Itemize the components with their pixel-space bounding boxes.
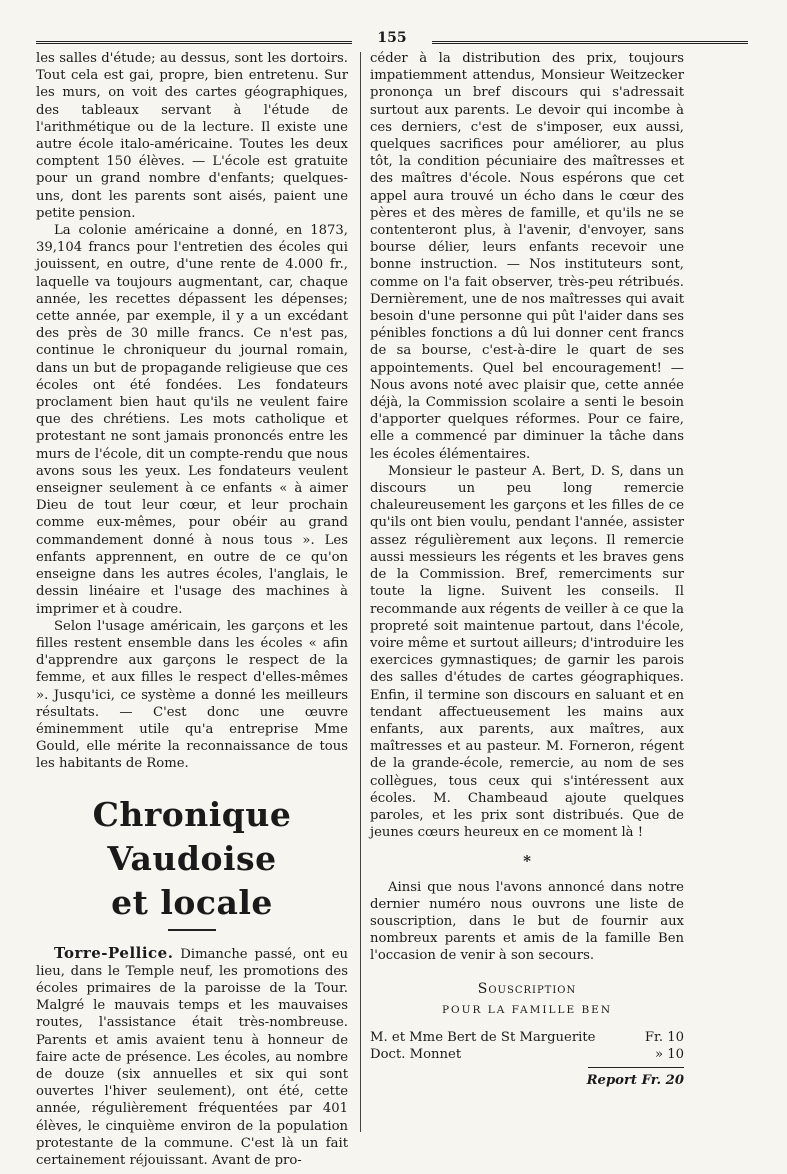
right-column [370, 50, 684, 1090]
paragraph: La colonie américaine a donné, en 1873, 39,104 francs pour l'entretien des écoles qui jouissent, en outre, d'une rente de 4.000 fr., laquelle va toujours augmentant, car, chaque année, les recettes dépassent les dépenses; cette année, par exemple, il y a un excédant des près de 30 mille francs. Ce n'est pas, continue le chroniqueur du journal romain, dans un but de propagande religieuse que ces écoles ont été fondées. Les fondateurs proclament bien haut qu'ils ne veulent faire que des chrétiens. Les mots catholique et protestant ne sont jamais prononcés entre les murs de l'école, dit un compte-rendu que nous avons sous les yeux. Les fondateurs veulent enseigner seulement à ce enfants « à aimer Dieu de tout leur cœur, et leur prochain comme eux-mêmes, pour obéir au grand commandement donné à nous tous ». Les enfants apprennent, en outre de ce qu'on enseigne dans les autres écoles, l'anglais, le dessin linéaire et l'usage des machines à imprimer et à coudre. [36, 223, 348, 617]
paragraph [36, 945, 348, 1170]
paragraph: Ainsi que nous l'avons annoncé dans notre dernier numéro nous ouvrons une liste de souscription, dans le but de fournir aux nombreux parents et amis de la famille Ben l'occasion de venir à son secours. [370, 879, 684, 964]
paragraph: céder à la distribution des prix, toujours impatiemment attendus, Monsieur Weitzecker prononça un bref discours qui s'adressait surtout aux parents. Le devoir qui incombe à ces derniers, c'est de s'imposer, eux aussi, quelques sacrifices pour améliorer, au plus tôt, la condition pécuniaire des maîtresses et des maîtres d'école. Nous espérons que cet appel aura trouvé un écho dans le cœur des pères et des mères de famille, et qu'ils ne se contenteront plus, à l'avenir, d'envoyer, sans bourse délier, leurs enfants recevoir une bonne instruction. — Nos instituteurs sont, comme on l'a fait observer, très-peu rétribués. Dernièrement, une de nos maîtresses qui avait besoin d'une personne qui pût l'aider dans ses pénibles fonctions a dû lui donner cent francs de sa bourse, c'est-à-dire le quart de ses appointements. Quel bel encouragement! — Nous avons noté avec plaisir que, cette année déjà, la Commission scolaire a senti le besoin d'apporter quelques réformes. Pour ce faire, elle a commencé par diminuer la tâche dans les écoles élémentaires. [370, 51, 684, 462]
report-rule [588, 1067, 684, 1068]
title-rule [168, 929, 216, 931]
report-total: Report Fr. 20 [586, 1073, 684, 1089]
paragraph-text: Dimanche passé, ont eu lieu, dans le Temple neuf, les promotions des écoles primaires de la paroisse de la Tour. Malgré le mauvais temps et les mauvaises routes, l'assistance était très-nombreuse. Parents et amis avaient tenu à honneur de faire acte de présence. Les écoles, au nombre de douze (six annuelles et six qui sont ouvertes l'hiver seulement), ont été, cette année, régulièrement fréquentées par 401 élèves, le cinquième environ de la population protestante de la commune. C'est là un fait certainement réjouissant. Avant de pro- [36, 946, 348, 1168]
section-title-line: Chronique Vaudoise [92, 794, 292, 878]
paragraph: Selon l'usage américain, les garçons et les filles restent ensemble dans les écoles « afin d'apprendre aux garçons le respect de la femme, et aux filles le respect d'elles-mêmes ». Jusqu'ici, ce système a donné les meilleurs résultats. — C'est donc une œuvre éminemment utile qu'a entreprise Mme Gould, elle mérite la reconnaissance de tous les habitants de Rome. [36, 618, 348, 772]
paragraph: les salles d'étude; au dessus, sont les dortoirs. Tout cela est gai, propre, bien entretenu. Sur les murs, on voit des cartes géographiques, des tableaux servant à l'étude de l'arithmétique ou de la lecture. Il existe une autre école italo-américaine. Toutes les deux comptent 150 élèves. — L'école est gratuite pour un grand nombre d'enfants; quelques-uns, dont les parents sont aisés, paient une petite pension. [36, 51, 348, 221]
paragraph: Monsieur le pasteur A. Bert, D. S, dans un discours un peu long remercie chaleureusement les garçons et les filles de ce qu'ils ont bien voulu, pendant l'année, assister assez régulièrement aux leçons. Il remercie aussi messieurs les régents et les braves gens de la Commission. Bref, remerciments sur toute la ligne. Suivent les conseils. Il recommande aux régents de veiller à ce que la propreté soit maintenue partout, dans l'école, voire même et surtout ailleurs; d'introduire les exercices gymnastiques; de garnir les parois des salles d'études de cartes géographiques. Enfin, il termine son discours en saluant et en tendant affectueusement les mains aux enfants, aux parents, aux maîtres, aux maîtresses et au pasteur. M. Forneron, régent de la grande-école, remercie, au nom de ses collègues, tous ceux qui s'intéressent aux écoles. M. Chambeaud ajoute quelques paroles, et les prix sont distribués. Que de jeunes cœurs heureux en ce moment là ! [370, 463, 684, 841]
left-column [36, 50, 348, 1169]
header-rule-left [36, 41, 352, 44]
entry-name: M. et Mme Bert de St Marguerite [370, 1029, 596, 1045]
entry-name: Doct. Monnet [370, 1047, 462, 1063]
section-star: * [523, 852, 531, 871]
subscription-title: Souscription [477, 980, 577, 997]
section-title-line: et locale [111, 882, 273, 922]
section-title [36, 793, 348, 925]
subscription-subtitle: POUR LA FAMILLE BEN [441, 1003, 613, 1016]
column-divider [360, 52, 361, 1132]
page-header [36, 30, 748, 50]
entry-amount: Fr. 10 [644, 1029, 684, 1045]
subscription-entry [370, 1029, 684, 1046]
subscription-entry [370, 1046, 684, 1063]
header-rule-right [432, 41, 748, 44]
entry-amount: » 10 [654, 1047, 684, 1063]
runin-heading: Torre-Pellice. [54, 943, 174, 962]
page-number: 155 [377, 30, 407, 46]
